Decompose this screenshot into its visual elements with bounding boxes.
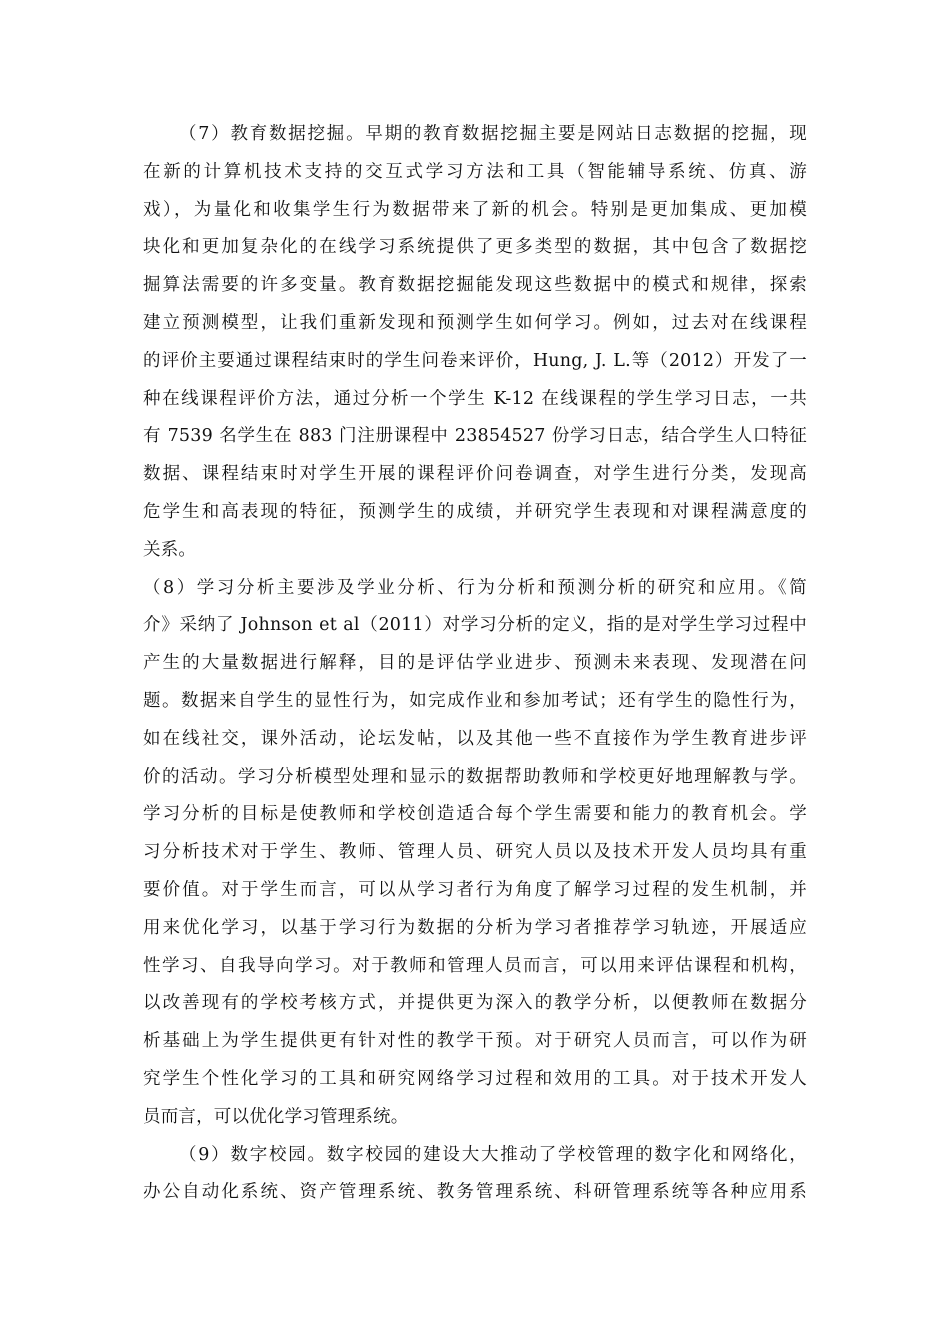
text-line: 有 7539 名学生在 883 门注册课程中 23854527 份学习日志，结合学生人口特征	[143, 426, 807, 447]
text-line: （8）学习分析主要涉及学业分析、行为分析和预测分析的研究和应用。《简	[143, 577, 807, 598]
paragraph-p9	[143, 1137, 807, 1213]
text-line: 关系。	[143, 539, 197, 560]
text-line: 究学生个性化学习的工具和研究网络学习过程和效用的工具。对于技术开发人	[143, 1068, 807, 1089]
text-line: 以改善现有的学校考核方式，并提供更为深入的教学分析，以便教师在数据分	[143, 993, 807, 1014]
paragraph-p8	[143, 570, 807, 1137]
text-line: 块化和更加复杂化的在线学习系统提供了更多类型的数据，其中包含了数据挖	[143, 237, 807, 258]
text-line: （9）数字校园。数字校园的建设大大推动了学校管理的数字化和网络化，	[179, 1144, 807, 1165]
text-line: 种在线课程评价方法，通过分析一个学生 K-12 在线课程的学生学习日志，一共	[143, 388, 807, 409]
text-line: 产生的大量数据进行解释，目的是评估学业进步、预测未来表现、发现潜在问	[143, 653, 807, 674]
text-line: 掘算法需要的许多变量。教育数据挖掘能发现这些数据中的模式和规律，探索	[143, 275, 807, 296]
body-text	[143, 116, 807, 1212]
text-line: （7）教育数据挖掘。早期的教育数据挖掘主要是网站日志数据的挖掘，现	[179, 124, 807, 144]
text-line: 的评价主要通过课程结束时的学生问卷来评价，Hung, J. L.等（2012）开发了一	[143, 350, 807, 371]
text-line: 介》采纳了 Johnson et al（2011）对学习分析的定义，指的是对学生学习过程中	[143, 615, 807, 636]
text-line: 戏），为量化和收集学生行为数据带来了新的机会。特别是更加集成、更加模	[143, 199, 807, 220]
paragraph-p7	[143, 116, 807, 570]
text-line: 数据、课程结束时对学生开展的课程评价问卷调查，对学生进行分类，发现高	[143, 464, 807, 485]
text-line: 价的活动。学习分析模型处理和显示的数据帮助教师和学校更好地理解教与学。	[143, 766, 807, 787]
text-line: 如在线社交，课外活动，论坛发帖，以及其他一些不直接作为学生教育进步评	[143, 728, 807, 749]
text-line: 析基础上为学生提供更有针对性的教学干预。对于研究人员而言，可以作为研	[143, 1031, 807, 1052]
text-line: 用来优化学习，以基于学习行为数据的分析为学习者推荐学习轨迹，开展适应	[143, 917, 807, 938]
text-line: 性学习、自我导向学习。对于教师和管理人员而言，可以用来评估课程和机构，	[143, 955, 807, 976]
text-line: 要价值。对于学生而言，可以从学习者行为角度了解学习过程的发生机制，并	[143, 879, 807, 900]
text-line: 危学生和高表现的特征，预测学生的成绩，并研究学生表现和对课程满意度的	[143, 501, 807, 522]
text-line: 员而言，可以优化学习管理系统。	[143, 1106, 409, 1127]
text-line: 在新的计算机技术支持的交互式学习方法和工具（智能辅导系统、仿真、游	[143, 161, 807, 182]
text-line: 题。数据来自学生的显性行为，如完成作业和参加考试；还有学生的隐性行为，	[143, 690, 807, 711]
text-line: 学习分析的目标是使教师和学校创造适合每个学生需要和能力的教育机会。学	[143, 804, 807, 825]
text-line: 建立预测模型，让我们重新发现和预测学生如何学习。例如，过去对在线课程	[143, 312, 807, 333]
text-line: 习分析技术对于学生、教师、管理人员、研究人员以及技术开发人员均具有重	[143, 842, 807, 863]
text-line: 办公自动化系统、资产管理系统、教务管理系统、科研管理系统等各种应用系	[143, 1182, 807, 1203]
